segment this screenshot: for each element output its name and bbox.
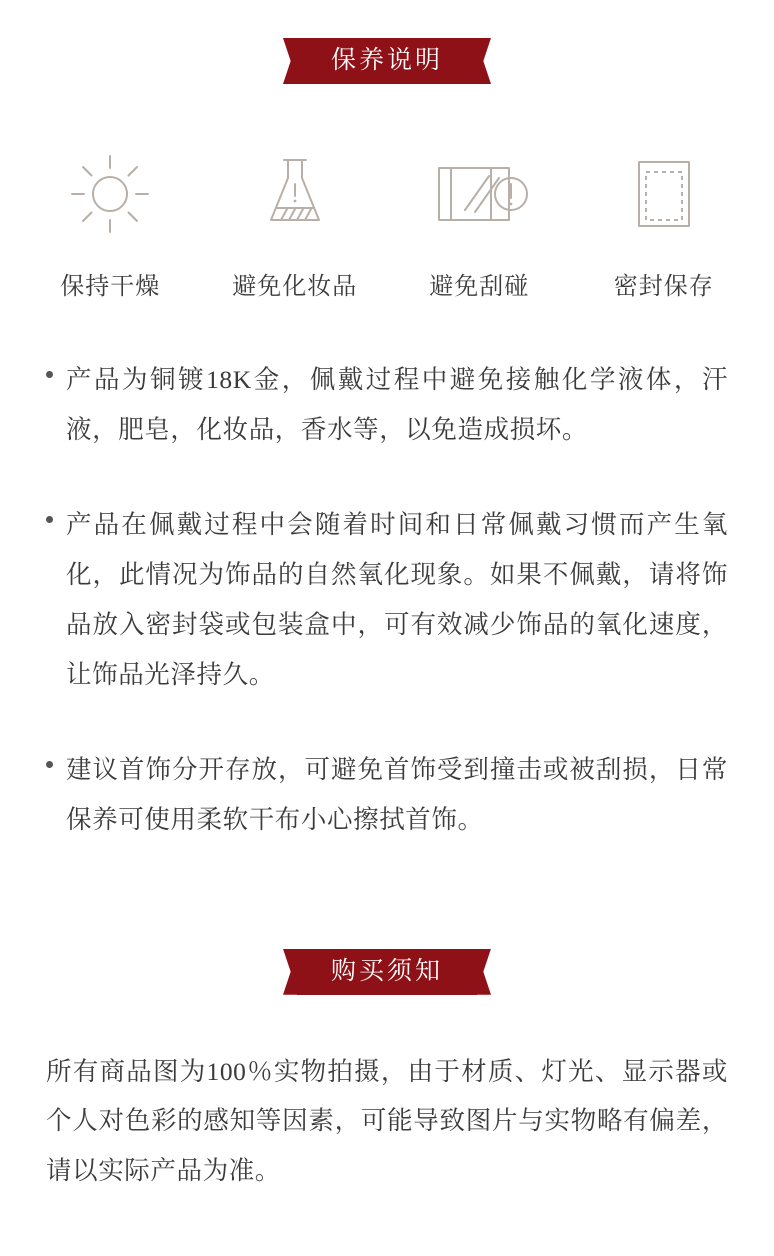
care-icon-label-scratch: 避免刮碰 <box>429 274 530 300</box>
care-icon-label-cosmetics: 避免化妆品 <box>232 274 358 300</box>
care-bullet-text: 产品为铜镀18K金，佩戴过程中避免接触化学液体，汗液，肥皂，化妆品，香水等，以免造成损坏。 <box>66 365 728 444</box>
care-bullet-text: 产品在佩戴过程中会随着时间和日常佩戴习惯而产生氧化，此情况为饰品的自然氧化现象。如果不佩戴，请将饰品放入密封袋或包装盒中，可有效减少饰品的氧化速度，让饰品光泽持久。 <box>66 510 728 689</box>
care-banner <box>0 38 774 84</box>
care-icon-item-scratch <box>415 146 544 301</box>
care-icon-item-cosmetics <box>231 146 360 301</box>
care-icon-item-dry <box>46 146 175 301</box>
purchase-notice-text: 所有商品图为100％实物拍摄，由于材质、灯光、显示器或个人对色彩的感知等因素，可能导致图片与实物略有偏差，请以实际产品为准。 <box>46 1056 728 1186</box>
care-bullet-item <box>46 355 728 454</box>
care-bullet-list <box>0 355 774 845</box>
bullet-dot-icon <box>46 355 66 378</box>
purchase-banner <box>0 949 774 995</box>
purchase-banner-ribbon <box>297 949 477 995</box>
care-banner-ribbon <box>297 38 477 84</box>
purchase-banner-title: 购买须知 <box>330 957 443 985</box>
care-icon-row <box>0 146 774 301</box>
care-banner-title: 保养说明 <box>330 47 443 74</box>
no-cosmetics-icon <box>231 146 360 242</box>
care-bullet-item <box>46 745 728 844</box>
bullet-dot-icon <box>46 500 66 523</box>
sun-dry-icon <box>46 146 175 242</box>
section-spacer <box>0 891 774 949</box>
bullet-dot-icon <box>46 745 66 768</box>
care-icon-label-sealed: 密封保存 <box>613 274 714 300</box>
care-icon-label-dry: 保持干燥 <box>60 274 161 300</box>
page-bottom-spacer <box>0 1196 774 1256</box>
care-bullet-text: 建议首饰分开存放，可避免首饰受到撞击或被刮损，日常保养可使用柔软干布小心擦拭首饰。 <box>66 755 728 835</box>
care-bullet-item <box>46 500 728 699</box>
care-icon-item-sealed <box>600 146 729 301</box>
no-scratch-icon <box>415 146 544 242</box>
sealed-storage-icon <box>600 146 729 242</box>
